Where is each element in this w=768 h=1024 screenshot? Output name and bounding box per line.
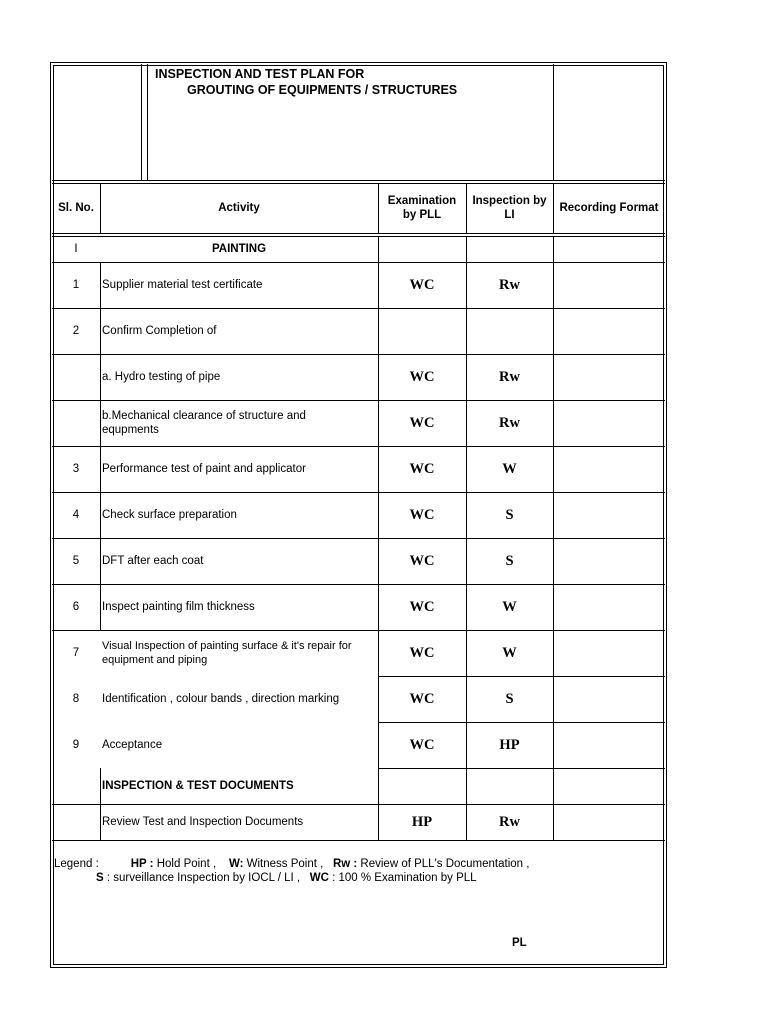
- legend-hp-code: HP :: [130, 858, 154, 870]
- row-activity: Check surface preparation: [102, 509, 237, 521]
- section-name: PAINTING: [211, 243, 267, 255]
- row-sl: 9: [72, 739, 80, 751]
- row-line-14: [52, 840, 665, 841]
- col-divider-2-header: [378, 183, 379, 233]
- title-divider-right: [553, 64, 554, 181]
- column-header-activity: Activity: [218, 202, 260, 214]
- legend-wc-text: : 100 % Examination by PLL: [332, 872, 477, 884]
- col-divider-3-header: [466, 183, 467, 233]
- column-header-examination: [378, 183, 466, 233]
- row-inspection-code: [466, 308, 553, 354]
- legend-s-text: : surveillance Inspection by IOCL / LI ,: [106, 872, 301, 884]
- title-divider-left-outer: [141, 64, 142, 181]
- row-activity: Acceptance: [102, 739, 163, 751]
- column-header-sl-no: Sl. No.: [58, 202, 94, 214]
- row-activity: DFT after each coat: [102, 555, 204, 567]
- row-activity: Supplier material test certificate: [102, 279, 263, 291]
- row-inspection-code: W: [502, 460, 517, 477]
- title-divider-left-inner: [147, 64, 148, 181]
- legend-rw-text: Review of PLL's Documentation ,: [360, 858, 530, 870]
- row-inspection-code: W: [502, 598, 517, 615]
- row-inspection-code: Rw: [499, 414, 520, 431]
- legend-prefix: Legend :: [54, 858, 99, 870]
- row-examination-code: WC: [409, 506, 435, 523]
- row-inspection-code: HP: [499, 736, 520, 753]
- row-examination-code: WC: [409, 368, 435, 385]
- document-title-line1: INSPECTION AND TEST PLAN FOR: [155, 67, 365, 81]
- legend-w-code: W:: [228, 858, 244, 870]
- row-sl: 8: [72, 693, 80, 705]
- legend-rw-code: Rw :: [332, 858, 358, 870]
- row-activity: Visual Inspection of painting surface & it's repair for equipment and piping: [102, 640, 352, 666]
- document-title-line2: GROUTING OF EQUIPMENTS / STRUCTURES: [187, 83, 458, 97]
- row-inspection-code: W: [502, 644, 517, 661]
- legend-w-text: Witness Point ,: [246, 858, 324, 870]
- documents-section-title: INSPECTION & TEST DOCUMENTS: [102, 780, 294, 792]
- column-header-recording-format: Recording Format: [559, 202, 659, 214]
- row-sl: 2: [72, 325, 80, 337]
- documents-row-examination-code: HP: [411, 813, 433, 830]
- row-activity: a. Hydro testing of pipe: [102, 371, 221, 383]
- header-bottom-line-1: [52, 233, 665, 234]
- column-header-inspection-line1: Inspection by: [472, 195, 547, 207]
- row-examination-code: WC: [409, 552, 435, 569]
- column-header-examination-line2: by PLL: [402, 209, 442, 221]
- row-sl: 1: [72, 279, 80, 291]
- section-number: I: [74, 243, 78, 255]
- row-inspection-code: S: [505, 552, 514, 569]
- row-activity: Confirm Completion of: [102, 325, 217, 337]
- documents-row-inspection-code: Rw: [499, 813, 520, 830]
- row-activity: b.Mechanical clearance of structure and equpments: [102, 410, 306, 436]
- col-divider-1-header: [100, 183, 101, 233]
- row-inspection-code: Rw: [499, 276, 520, 293]
- row-examination-code: WC: [409, 736, 435, 753]
- row-inspection-code: S: [505, 690, 514, 707]
- legend-s-code: S: [96, 872, 104, 884]
- row-sl: 4: [72, 509, 80, 521]
- documents-row-activity: Review Test and Inspection Documents: [102, 816, 304, 828]
- row-examination-code: WC: [409, 690, 435, 707]
- column-header-examination-line1: Examination: [387, 195, 457, 207]
- row-inspection-code: S: [505, 506, 514, 523]
- column-header-inspection-line2: LI: [504, 209, 515, 221]
- row-examination-code: WC: [409, 644, 435, 661]
- legend-line-1: [54, 857, 529, 871]
- legend-hp-text: Hold Point ,: [156, 858, 217, 870]
- signature-block: PL: [512, 937, 527, 949]
- header-top-line-1: [52, 180, 665, 181]
- row-activity: Performance test of paint and applicator: [102, 463, 306, 475]
- row-sl: [52, 400, 100, 446]
- col-divider-4-header: [553, 183, 554, 233]
- column-header-inspection: [466, 183, 553, 233]
- row-examination-code: WC: [409, 414, 435, 431]
- row-sl: 5: [72, 555, 80, 567]
- row-inspection-code: Rw: [499, 368, 520, 385]
- row-examination-code: WC: [409, 460, 435, 477]
- legend-line-2: [96, 871, 477, 885]
- row-examination-code: WC: [409, 276, 435, 293]
- row-sl: 3: [72, 463, 80, 475]
- row-sl: [52, 354, 100, 400]
- legend-wc-code: WC: [309, 872, 329, 884]
- row-sl: 7: [72, 647, 80, 659]
- row-sl: 6: [72, 601, 80, 613]
- row-line-12: [378, 768, 665, 769]
- row-activity: Identification , colour bands , direction marking: [102, 693, 340, 705]
- row-examination-code: [378, 308, 466, 354]
- row-activity: Inspect painting film thickness: [102, 601, 255, 613]
- row-examination-code: WC: [409, 598, 435, 615]
